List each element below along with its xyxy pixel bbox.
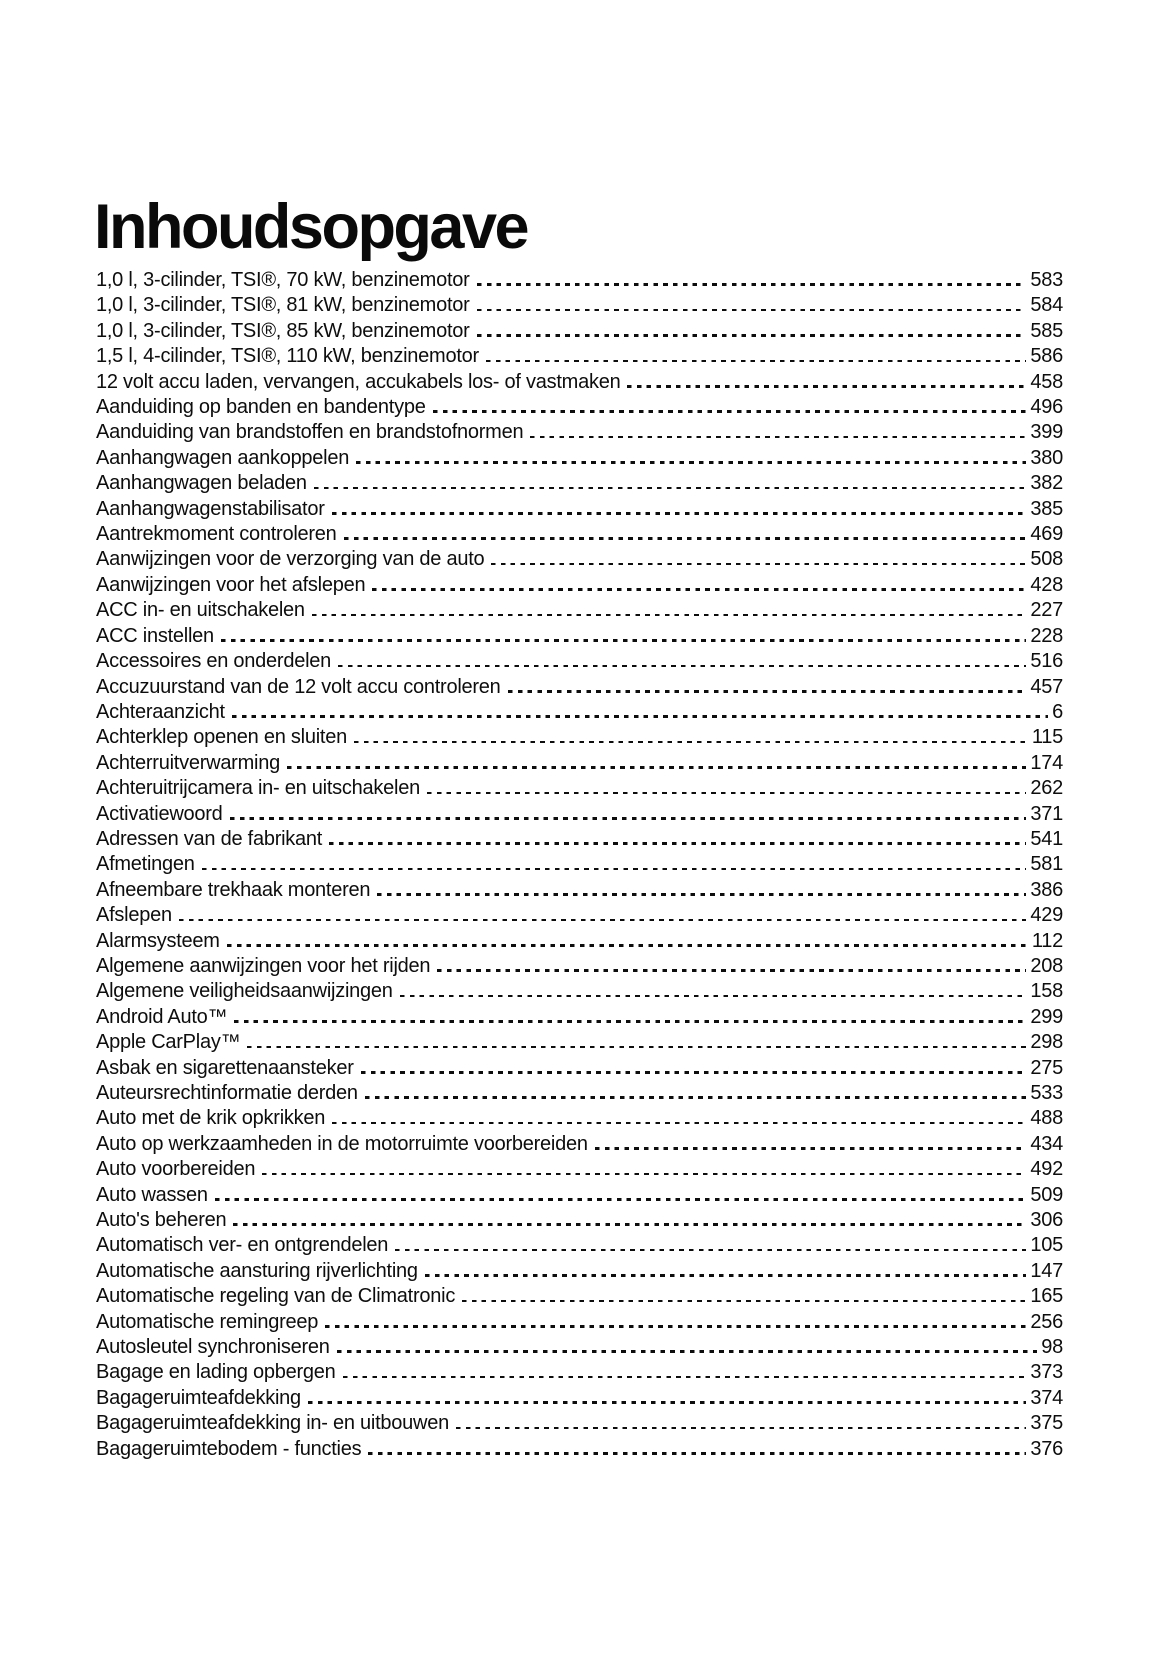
toc-entry-label: Bagage en lading opbergen: [96, 1361, 336, 1384]
toc-entry[interactable]: [96, 1386, 1063, 1411]
toc-entry-label: Automatische aansturing rijverlichting: [96, 1259, 418, 1282]
toc-entry[interactable]: [96, 1310, 1063, 1335]
dotted-leader: [202, 868, 1027, 871]
toc-entry[interactable]: [96, 649, 1063, 674]
toc-entry[interactable]: [96, 522, 1063, 547]
dotted-leader: [325, 1325, 1026, 1328]
dotted-leader: [314, 487, 1027, 490]
dotted-leader: [530, 436, 1026, 439]
toc-entry-label: Auteursrechtinformatie derden: [96, 1082, 358, 1104]
toc-entry-page-number: 299: [1030, 1005, 1063, 1028]
toc-entry-label: Bagageruimtebodem - functies: [96, 1437, 362, 1460]
toc-entry-page-number: 583: [1030, 269, 1063, 291]
toc-entry[interactable]: [96, 1411, 1063, 1436]
toc-entry[interactable]: [96, 979, 1063, 1004]
toc-entry[interactable]: [96, 725, 1063, 750]
toc-entry[interactable]: [96, 852, 1063, 877]
toc-entry[interactable]: [96, 1132, 1063, 1157]
toc-entry-page-number: 428: [1030, 573, 1063, 596]
toc-entry[interactable]: [96, 903, 1063, 928]
dotted-leader: [477, 283, 1027, 286]
toc-entry-label: Aanwijzingen voor de verzorging van de auto: [96, 548, 485, 571]
toc-entry[interactable]: [96, 1056, 1063, 1081]
toc-entry[interactable]: [96, 751, 1063, 776]
toc-entry[interactable]: [96, 1157, 1063, 1182]
toc-entry-page-number: 6: [1052, 700, 1063, 723]
dotted-leader: [491, 563, 1026, 566]
dotted-leader: [425, 1274, 1027, 1277]
dotted-leader: [361, 1071, 1027, 1074]
toc-entry[interactable]: [96, 624, 1063, 649]
toc-entry-page-number: 581: [1030, 853, 1063, 876]
toc-entry-page-number: 469: [1030, 523, 1063, 546]
toc-entry-label: Afmetingen: [96, 853, 195, 876]
dotted-leader: [427, 792, 1026, 795]
dotted-leader: [329, 842, 1026, 845]
dotted-leader: [437, 969, 1026, 972]
toc-entry-page-number: 376: [1030, 1437, 1063, 1460]
toc-entry-page-number: 586: [1030, 345, 1063, 368]
toc-entry-page-number: 174: [1030, 751, 1063, 774]
dotted-leader: [462, 1300, 1026, 1303]
dotted-leader: [332, 512, 1027, 515]
toc-entry-label: 1,5 l, 4-cilinder, TSI®, 110 kW, benzinemotor: [96, 345, 479, 368]
toc-entry-label: Accuzuurstand van de 12 volt accu controleren: [96, 675, 501, 698]
toc-entry-label: Bagageruimteafdekking in- en uitbouwen: [96, 1412, 449, 1435]
toc-entry[interactable]: [96, 547, 1063, 572]
toc-entry-page-number: 208: [1030, 954, 1063, 977]
toc-entry-label: Adressen van de fabrikant: [96, 827, 323, 850]
toc-entry-page-number: 262: [1030, 777, 1063, 800]
toc-entry-label: Auto op werkzaamheden in de motorruimte voorbereiden: [96, 1132, 588, 1155]
dotted-leader: [354, 741, 1028, 744]
dotted-leader: [477, 334, 1027, 337]
toc-entry-page-number: 488: [1030, 1107, 1063, 1130]
toc-entry-label: Afslepen: [96, 904, 172, 927]
toc-entry-page-number: 429: [1030, 904, 1063, 927]
toc-entry-label: Aanhangwagenstabilisator: [96, 497, 325, 520]
toc-entry[interactable]: [96, 1106, 1063, 1131]
toc-entry[interactable]: [96, 1437, 1063, 1462]
toc-entry-label: Achteraanzicht: [96, 700, 225, 723]
toc-entry[interactable]: [96, 1030, 1063, 1055]
toc-entry-label: 1,0 l, 3-cilinder, TSI®, 81 kW, benzinemotor: [96, 294, 470, 317]
toc-entry-label: Achterklep openen en sluiten: [96, 726, 347, 749]
toc-entry-label: Aanduiding op banden en bandentype: [96, 396, 426, 419]
toc-entry[interactable]: [96, 1208, 1063, 1233]
toc-entry-page-number: 496: [1030, 396, 1063, 419]
dotted-leader: [233, 1223, 1026, 1226]
toc-entry-label: Afneembare trekhaak monteren: [96, 878, 371, 901]
toc-entry-label: Alarmsysteem: [96, 929, 220, 952]
toc-entry[interactable]: [96, 471, 1063, 496]
toc-entry-page-number: 516: [1030, 650, 1063, 673]
toc-entry-label: ACC in- en uitschakelen: [96, 599, 305, 622]
dotted-leader: [221, 639, 1026, 642]
toc-entry-label: Accessoires en onderdelen: [96, 650, 332, 673]
toc-entry[interactable]: [96, 344, 1063, 369]
toc-entry[interactable]: [96, 446, 1063, 471]
toc-entry-page-number: 306: [1030, 1209, 1063, 1232]
toc-entry-page-number: 115: [1031, 726, 1063, 749]
toc-entry-label: Aanhangwagen beladen: [96, 472, 307, 495]
toc-entry-page-number: 457: [1030, 675, 1063, 698]
toc-entry-page-number: 98: [1041, 1336, 1063, 1359]
toc-entry[interactable]: [96, 598, 1063, 623]
toc-list: [96, 268, 1063, 1462]
toc-entry-label: Android Auto™: [96, 1005, 228, 1028]
toc-entry-page-number: 374: [1030, 1386, 1063, 1409]
toc-entry-label: Auto voorbereiden: [96, 1158, 256, 1181]
dotted-leader: [400, 995, 1027, 998]
toc-entry-page-number: 298: [1030, 1031, 1063, 1054]
dotted-leader: [395, 1249, 1026, 1252]
toc-entry-label: Apple CarPlay™: [96, 1031, 241, 1054]
toc-entry-page-number: 509: [1030, 1183, 1063, 1206]
toc-entry-page-number: 112: [1031, 929, 1063, 952]
toc-entry-label: Autosleutel synchroniseren: [96, 1336, 330, 1359]
toc-entry[interactable]: [96, 954, 1063, 979]
toc-entry[interactable]: [96, 1360, 1063, 1385]
dotted-leader: [312, 614, 1027, 617]
toc-entry-page-number: 508: [1030, 548, 1063, 571]
toc-entry-label: ACC instellen: [96, 624, 214, 647]
toc-entry-page-number: 227: [1030, 599, 1063, 622]
toc-entry-label: Auto met de krik opkrikken: [96, 1107, 326, 1130]
toc-entry-page-number: 380: [1030, 446, 1063, 469]
toc-entry[interactable]: [96, 1233, 1063, 1258]
toc-entry-label: Aantrekmoment controleren: [96, 523, 337, 546]
toc-entry-page-number: 158: [1030, 980, 1063, 1003]
toc-entry[interactable]: [96, 675, 1063, 700]
toc-entry-page-number: 147: [1030, 1259, 1063, 1282]
dotted-leader: [627, 385, 1026, 388]
dotted-leader: [477, 309, 1027, 312]
dotted-leader: [287, 766, 1026, 769]
dotted-leader: [377, 893, 1026, 896]
dotted-leader: [247, 1046, 1026, 1049]
toc-entry[interactable]: [96, 420, 1063, 445]
toc-entry[interactable]: [96, 1335, 1063, 1360]
toc-entry[interactable]: [96, 878, 1063, 903]
toc-entry-page-number: 458: [1030, 370, 1063, 393]
toc-entry[interactable]: [96, 573, 1063, 598]
toc-entry-label: Automatisch ver- en ontgrendelen: [96, 1234, 389, 1257]
toc-entry-page-number: 584: [1030, 294, 1063, 317]
toc-entry[interactable]: [96, 293, 1063, 318]
toc-entry-page-number: 375: [1030, 1412, 1063, 1435]
toc-entry-label: Asbak en sigarettenaansteker: [96, 1056, 354, 1079]
toc-entry-label: Auto's beheren: [96, 1209, 227, 1232]
toc-entry-label: Bagageruimteafdekking: [96, 1386, 301, 1409]
toc-entry[interactable]: [96, 1284, 1063, 1309]
toc-entry-label: Auto wassen: [96, 1183, 208, 1206]
toc-entry-label: 1,0 l, 3-cilinder, TSI®, 70 kW, benzinemotor: [96, 269, 470, 291]
dotted-leader: [262, 1173, 1026, 1176]
dotted-leader: [372, 588, 1026, 591]
toc-entry-page-number: 256: [1030, 1310, 1063, 1333]
toc-entry-page-number: 386: [1030, 878, 1063, 901]
toc-entry-label: Aanwijzingen voor het afslepen: [96, 573, 366, 596]
dotted-leader: [456, 1427, 1026, 1430]
toc-entry-label: Achteruitrijcamera in- en uitschakelen: [96, 777, 420, 800]
toc-entry[interactable]: [96, 1183, 1063, 1208]
toc-entry-page-number: 371: [1030, 802, 1063, 825]
toc-entry[interactable]: [96, 827, 1063, 852]
toc-entry-page-number: 382: [1030, 472, 1063, 495]
dotted-leader: [230, 817, 1027, 820]
toc-entry[interactable]: [96, 802, 1063, 827]
dotted-leader: [179, 919, 1027, 922]
toc-entry[interactable]: [96, 268, 1063, 293]
toc-entry[interactable]: [96, 929, 1063, 954]
dotted-leader: [365, 1096, 1027, 1099]
toc-entry-label: Algemene aanwijzingen voor het rijden: [96, 954, 431, 977]
toc-entry-page-number: 585: [1030, 319, 1063, 342]
toc-entry-label: Automatische remingreep: [96, 1310, 319, 1333]
dotted-leader: [227, 944, 1028, 947]
toc-entry-page-number: 373: [1030, 1361, 1063, 1384]
toc-entry[interactable]: [96, 395, 1063, 420]
toc-entry-label: 12 volt accu laden, vervangen, accukabels los- of vastmaken: [96, 370, 621, 393]
dotted-leader: [232, 715, 1048, 718]
dotted-leader: [337, 1350, 1038, 1353]
toc-entry-label: 1,0 l, 3-cilinder, TSI®, 85 kW, benzinemotor: [96, 319, 470, 342]
toc-entry-page-number: 434: [1030, 1132, 1063, 1155]
dotted-leader: [234, 1020, 1026, 1023]
dotted-leader: [595, 1147, 1027, 1150]
toc-entry[interactable]: [96, 370, 1063, 395]
toc-entry-page-number: 492: [1030, 1158, 1063, 1181]
dotted-leader: [508, 690, 1027, 693]
dotted-leader: [368, 1452, 1026, 1455]
toc-entry-page-number: 165: [1030, 1285, 1063, 1308]
toc-entry-label: Achterruitverwarming: [96, 751, 280, 774]
toc-entry-page-number: 541: [1030, 827, 1063, 850]
dotted-leader: [344, 537, 1027, 540]
page-title: Inhoudsopgave: [94, 192, 528, 262]
toc-entry-page-number: 228: [1030, 624, 1063, 647]
dotted-leader: [486, 360, 1026, 363]
toc-entry-page-number: 385: [1030, 497, 1063, 520]
toc-entry-page-number: 533: [1030, 1082, 1063, 1104]
dotted-leader: [356, 461, 1026, 464]
toc-entry-page-number: 275: [1030, 1056, 1063, 1079]
toc-entry-label: Activatiewoord: [96, 802, 223, 825]
toc-entry-label: Algemene veiligheidsaanwijzingen: [96, 980, 393, 1003]
toc-entry[interactable]: [96, 700, 1063, 725]
toc-entry[interactable]: [96, 1081, 1063, 1106]
toc-entry-label: Aanduiding van brandstoffen en brandstofnormen: [96, 421, 524, 444]
dotted-leader: [433, 410, 1027, 413]
toc-entry-label: Aanhangwagen aankoppelen: [96, 446, 350, 469]
toc-entry-page-number: 105: [1030, 1234, 1063, 1257]
dotted-leader: [308, 1401, 1026, 1404]
toc-entry[interactable]: [96, 319, 1063, 344]
toc-entry[interactable]: [96, 776, 1063, 801]
dotted-leader: [332, 1122, 1026, 1125]
toc-entry-page-number: 399: [1030, 421, 1063, 444]
dotted-leader: [343, 1376, 1027, 1379]
toc-entry[interactable]: [96, 1259, 1063, 1284]
toc-entry[interactable]: [96, 497, 1063, 522]
dotted-leader: [215, 1198, 1027, 1201]
dotted-leader: [338, 665, 1026, 668]
toc-entry-label: Automatische regeling van de Climatronic: [96, 1285, 456, 1308]
toc-entry[interactable]: [96, 1005, 1063, 1030]
